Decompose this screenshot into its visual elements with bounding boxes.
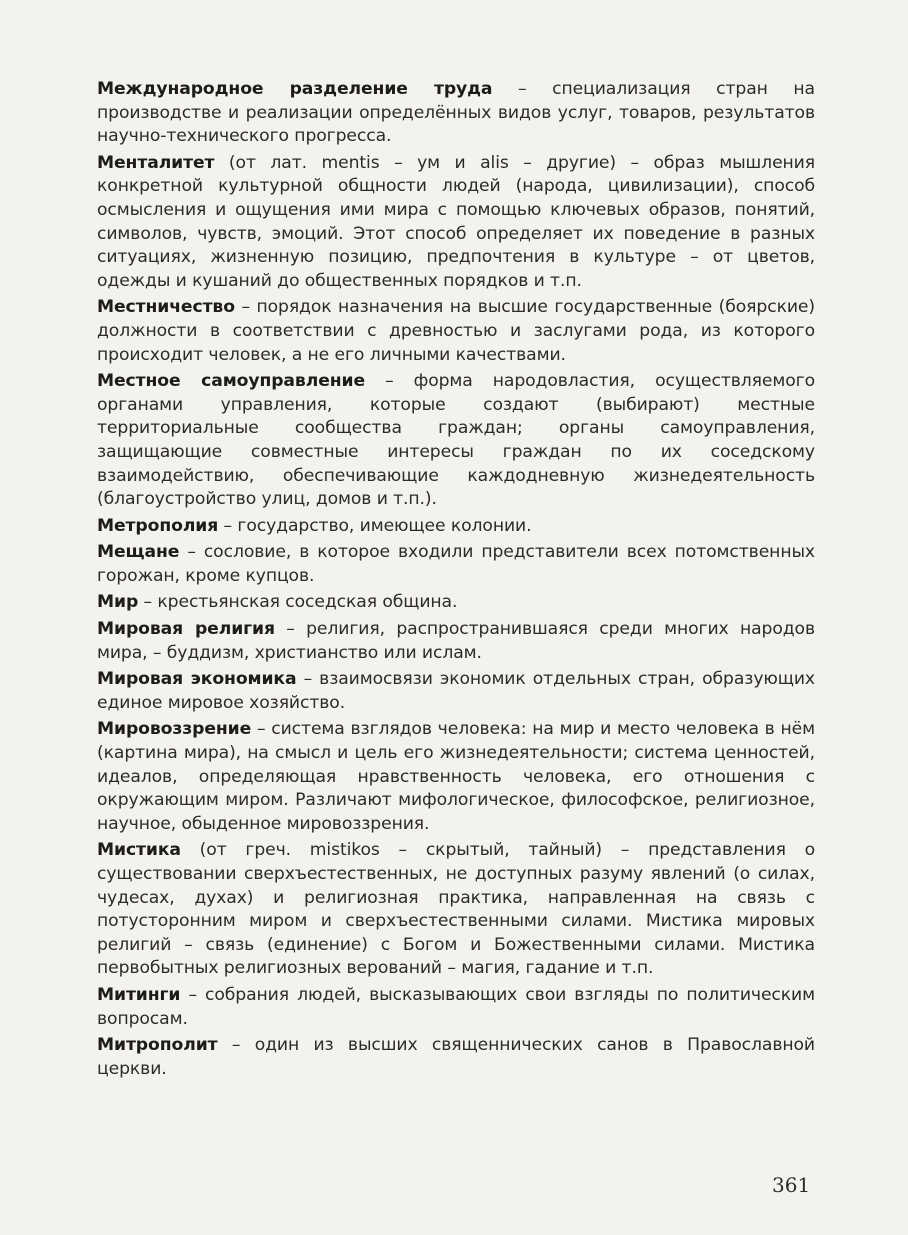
glossary-entries <box>97 78 815 1084</box>
glossary-entry <box>97 718 815 836</box>
glossary-entry <box>97 152 815 294</box>
entry-definition: – специализация стран на производстве и реализации определённых видов услуг, товаров, результатов научно-технического прогресса. <box>97 79 815 147</box>
glossary-entry <box>97 839 815 981</box>
entry-definition: – крестьянская соседская община. <box>138 592 458 613</box>
entry-term: Метрополия <box>97 515 219 536</box>
entry-term: Мировая экономика <box>97 669 297 690</box>
entry-term: Мещане <box>97 542 180 563</box>
entry-definition: – форма народовластия, осуществляемого органами управления, которые создают (выбирают) местные территориальные сообщества граждан; органы самоуправления, защищающие совместные интересы граждан по их соседскому взаимодействию, обеспечивающие каждодневную жизнедеятельность (благоустройство улиц, домов и т.п.). <box>97 371 815 510</box>
entry-definition: – собрания людей, высказывающих свои взгляды по политическим вопросам. <box>97 984 815 1029</box>
entry-term: Мировая религия <box>97 619 275 640</box>
entry-definition: – сословие, в которое входили представители всех потомственных горожан, кроме купцов. <box>97 542 815 586</box>
glossary-entry <box>97 78 815 149</box>
entry-definition: – государство, имеющее колонии. <box>218 515 532 536</box>
entry-definition: – порядок назначения на высшие государственные (боярские) должности в соответствии с древностью и заслугами рода, из которого происходит человек, а не его личными качествами. <box>97 297 815 365</box>
entry-term: Международное разделение труда <box>97 79 493 99</box>
entry-definition: (от греч. mistikos – скрытый, тайный) – представления о существовании сверхъестественных, не доступных разуму явлений (о силах, чудесах, духах) и религиозная практика, направленная на связь с потусторонним миром и сверхъестественными силами. Мистика мировых религий – связь (единение) с Богом и Божественными силами. Мистика первобытных религиозных верований – магия, гадание и т.п. <box>97 840 815 979</box>
glossary-entry <box>97 984 815 1031</box>
glossary-entry <box>97 370 815 512</box>
glossary-entry <box>97 515 815 539</box>
entry-definition: – взаимосвязи экономик отдельных стран, образующих единое мировое хозяйство. <box>97 669 816 713</box>
glossary-entry <box>97 541 815 588</box>
entry-term: Менталитет <box>97 152 215 173</box>
entry-term: Местное самоуправление <box>97 371 366 392</box>
entry-definition: – один из высших священнических санов в Православной церкви. <box>97 1035 815 1079</box>
entry-definition: – система взглядов человека: на мир и место человека в нём (картина мира), на смысл и цель его жизнедеятельности; система ценностей, идеалов, определяющая нравственность человека, его отношения с окружающим миром. Различают мифологическое, философское, религиозное, научное, обыденное мировоззрения. <box>97 719 815 834</box>
entry-term: Мир <box>97 592 139 613</box>
glossary-entry <box>97 296 815 367</box>
entry-definition: – религия, распространившаяся среди многих народов мира, – буддизм, христианство или ислам. <box>97 619 815 663</box>
entry-term: Мистика <box>97 840 181 861</box>
glossary-entry <box>97 618 815 665</box>
entry-term: Местничество <box>97 297 235 318</box>
entry-term: Митинги <box>97 984 181 1005</box>
glossary-entry <box>97 668 815 715</box>
glossary-entry <box>97 1034 815 1081</box>
entry-term: Мировоззрение <box>97 719 252 740</box>
entry-term: Митрополит <box>97 1035 218 1056</box>
entry-definition: (от лат. mentis – ум и alis – другие) – образ мышления конкретной культурной общности людей (народа, цивилизации), способ осмысления и ощущения ими мира с помощью ключевых образов, понятий, символов, чувств, эмоций. Этот способ определяет их поведение в разных ситуациях, жизненную позицию, предпочтения в культуре – от цветов, одежды и кушаний до общественных порядков и т.п. <box>97 152 815 291</box>
glossary-entry <box>97 591 815 615</box>
page-number: 361 <box>772 1173 811 1197</box>
